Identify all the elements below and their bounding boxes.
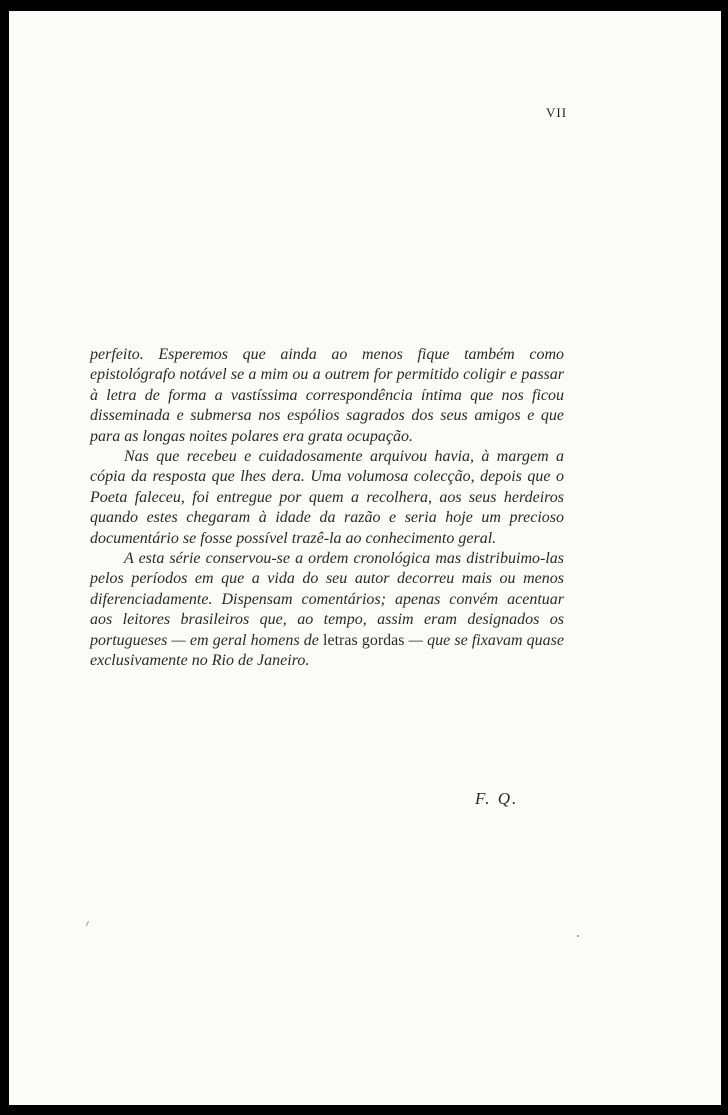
paragraph-2-text: Nas que recebeu e cuidadosamente arquivou havia, à margem a cópia da resposta que lhes dera. Uma volumosa colecção, depois que o Poeta faleceu, foi entregue por quem a recolhera, aos seus herdeiros quando estes chegaram à idade da razão e seria hoje um precioso documentário se fosse possível trazê-la ao conhecimento geral.	[90, 448, 564, 547]
paragraph-3-text-before: A esta série conservou-se a ordem cronológica mas distribuimo-las pelos períodos em que a vida do seu autor decorreu mais ou menos diferenciadamente. Dispensam comentários; apenas convém acentuar aos leitores brasileiros que, ao tempo, assim eram designados os portugueses — em geral homens de	[90, 550, 564, 649]
paper-speck	[86, 921, 89, 926]
paragraph-3-upright-phrase: letras gordas	[323, 631, 405, 649]
page-number: VII	[546, 105, 568, 120]
paragraph-1	[90, 345, 564, 447]
author-initials: F. Q.	[475, 789, 519, 808]
book-page	[9, 11, 721, 1105]
paper-speck	[577, 935, 579, 937]
paragraph-3-text-after: — que se fixavam quase exclusivamente no Rio de Janeiro.	[90, 631, 564, 670]
paragraph-1-text: perfeito. Esperemos que ainda ao menos fique também como epistológrafo notável se a mim ou a outrem for permitido coligir e passar à letra de forma a vastíssima correspondência íntima que nos ficou disseminada e submersa nos espólios sagrados dos seus amigos e que para as longas noites polares era grata ocupação.	[90, 346, 564, 445]
paragraph-2	[90, 447, 564, 549]
paragraph-3	[90, 549, 564, 671]
body-text	[90, 345, 564, 672]
